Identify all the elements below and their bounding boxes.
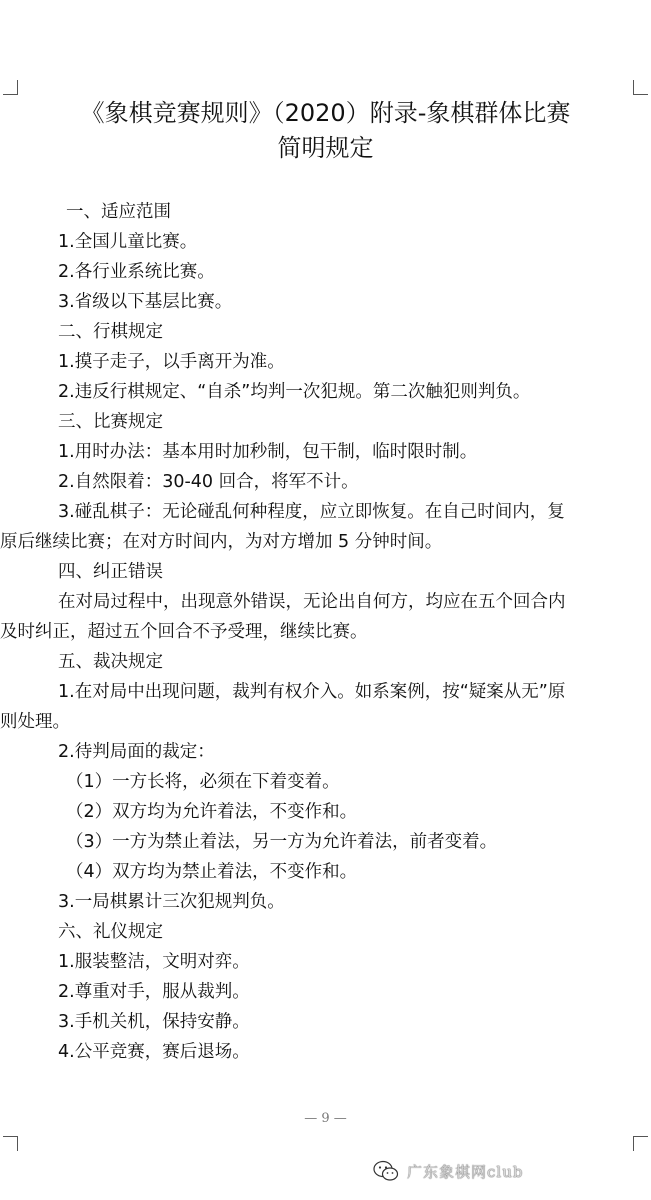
list-item: 2.待判局面的裁定：	[58, 742, 215, 762]
sub-item: （1）一方长将，必须在下着变着。	[66, 772, 340, 792]
paragraph-line: 在对局过程中，出现意外错误，无论出自何方，均应在五个回合内	[58, 592, 566, 612]
list-item: 2.各行业系统比赛。	[58, 262, 215, 282]
section-heading: 六、礼仪规定	[58, 922, 163, 942]
watermark	[373, 1158, 523, 1184]
list-item: 2.自然限着：30-40 回合，将军不计。	[58, 472, 359, 492]
section-heading: 四、纠正错误	[58, 562, 163, 582]
crop-mark-top-left	[3, 80, 18, 95]
list-item: 1.在对局中出现问题，裁判有权介入。如系案例，按“疑案从无”原	[58, 682, 566, 702]
crop-mark-bottom-right	[633, 1136, 648, 1151]
crop-mark-top-right	[633, 80, 648, 95]
list-item: 2.违反行棋规定、“自杀”均判一次犯规。第二次触犯则判负。	[58, 382, 531, 402]
list-item-continuation: 原后继续比赛；在对方时间内，为对方增加 5 分钟时间。	[0, 532, 443, 552]
section-heading: 一、适应范围	[66, 202, 171, 222]
list-item: 3.手机关机，保持安静。	[58, 1012, 250, 1032]
sub-item: （3）一方为禁止着法，另一方为允许着法，前者变着。	[66, 832, 498, 852]
document-body	[0, 197, 638, 1067]
section-heading: 二、行棋规定	[58, 322, 163, 342]
sub-item: （2）双方均为允许着法，不变作和。	[66, 802, 358, 822]
crop-mark-bottom-left	[3, 1136, 18, 1151]
watermark-text: 广东象棋网club	[407, 1162, 524, 1181]
wechat-icon	[373, 1160, 399, 1182]
list-item-continuation: 则处理。	[0, 712, 70, 732]
section-heading: 三、比赛规定	[58, 412, 163, 432]
list-item: 3.一局棋累计三次犯规判负。	[58, 892, 285, 912]
sub-item: （4）双方均为禁止着法，不变作和。	[66, 862, 358, 882]
page-number: — 9 —	[304, 1111, 347, 1126]
list-item: 1.服装整洁，文明对弈。	[58, 952, 250, 972]
section-heading: 五、裁决规定	[58, 652, 163, 672]
list-item: 1.全国儿童比赛。	[58, 232, 198, 252]
list-item: 2.尊重对手，服从裁判。	[58, 982, 250, 1002]
list-item: 4.公平竞赛，赛后退场。	[58, 1042, 250, 1062]
list-item: 3.碰乱棋子：无论碰乱何种程度，应立即恢复。在自己时间内，复	[58, 502, 565, 522]
list-item: 1.用时办法：基本用时加秒制，包干制，临时限时制。	[58, 442, 478, 462]
list-item: 1.摸子走子，以手离开为准。	[58, 352, 285, 372]
list-item: 3.省级以下基层比赛。	[58, 292, 233, 312]
document-title-line-1: 《象棋竞赛规则》（2020）附录-象棋群体比赛	[80, 99, 571, 127]
document-title-line-2: 简明规定	[277, 134, 374, 162]
paragraph-continuation: 及时纠正，超过五个回合不予受理，继续比赛。	[0, 622, 368, 642]
